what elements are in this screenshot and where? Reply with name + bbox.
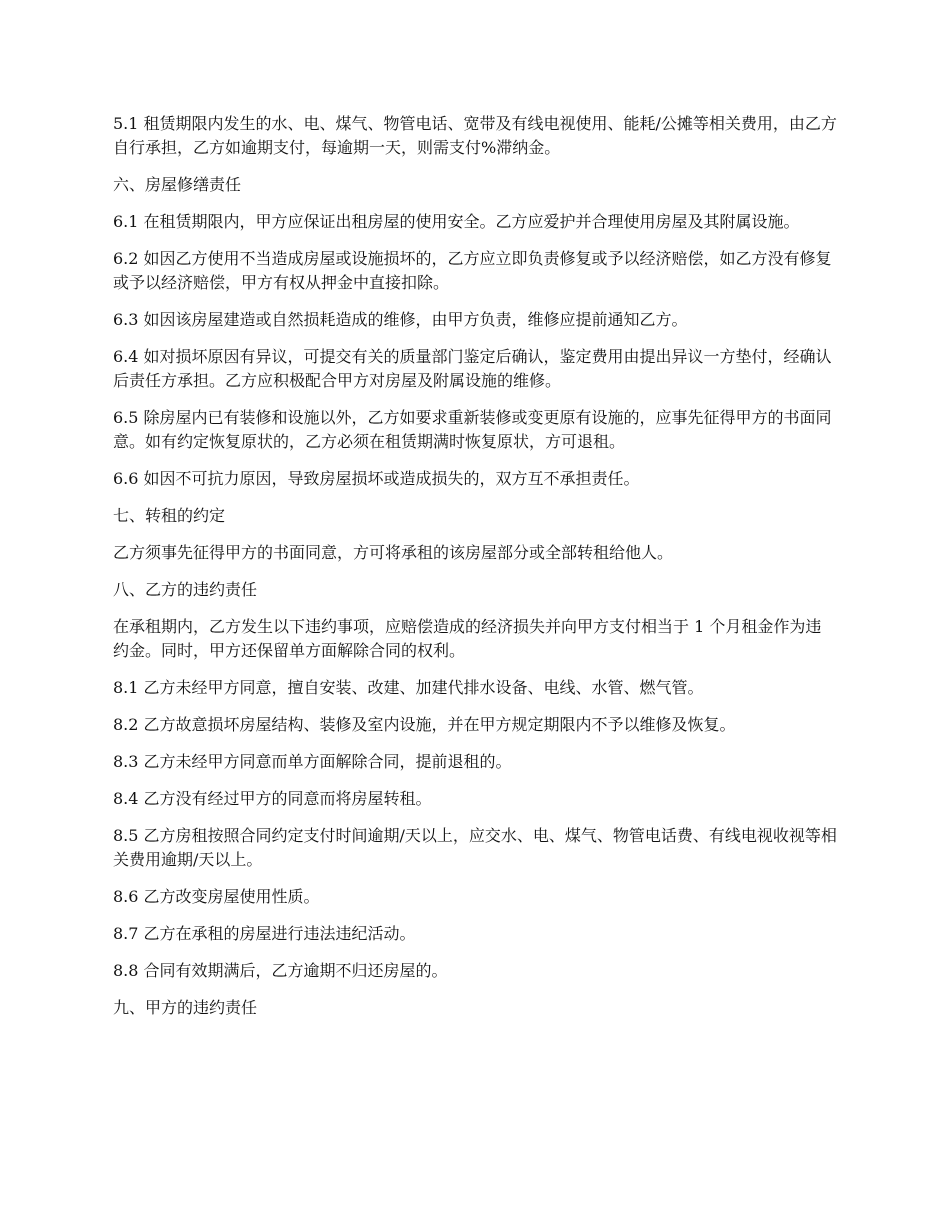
- clause-8-2: 8.2 乙方故意损坏房屋结构、装修及室内设施，并在甲方规定期限内不予以维修及恢复。: [113, 715, 736, 734]
- clause-6-4: 6.4 如对损坏原因有异议，可提交有关的质量部门鉴定后确认，鉴定费用由提出异议一方垫付，经确认后责任方承担。乙方应积极配合甲方对房屋及附属设施的维修。: [113, 347, 832, 390]
- tenant-breach-intro: 在承租期内，乙方发生以下违约事项，应赔偿造成的经济损失并向甲方支付相当于 1 个月租金作为违约金。同时，甲方还保留单方面解除合同的权利。: [113, 617, 822, 660]
- sublease-text: 乙方须事先征得甲方的书面同意，方可将承租的该房屋部分或全部转租给他人。: [113, 543, 674, 562]
- clause-8-6: 8.6 乙方改变房屋使用性质。: [113, 887, 320, 906]
- document-page: [113, 112, 837, 1033]
- section-heading-landlord-breach: 九、甲方的违约责任: [113, 998, 258, 1017]
- clause-5-1: 5.1 租赁期限内发生的水、电、煤气、物管电话、宽带及有线电视使用、能耗/公摊等相关费用，由乙方自行承担，乙方如逾期支付，每逾期一天，则需支付%滞纳金。: [113, 114, 837, 157]
- clause-6-2: 6.2 如因乙方使用不当造成房屋或设施损坏的，乙方应立即负责修复或予以经济赔偿，如乙方没有修复或予以经济赔偿，甲方有权从押金中直接扣除。: [113, 249, 832, 292]
- section-heading-tenant-breach: 八、乙方的违约责任: [113, 580, 258, 599]
- clause-6-5: 6.5 除房屋内已有装修和设施以外，乙方如要求重新装修或变更原有设施的，应事先征得甲方的书面同意。如有约定恢复原状的，乙方必须在租赁期满时恢复原状，方可退租。: [113, 408, 832, 451]
- clause-8-8: 8.8 合同有效期满后，乙方逾期不归还房屋的。: [113, 961, 448, 980]
- section-heading-sublease: 七、转租的约定: [113, 506, 226, 525]
- clause-6-1: 6.1 在租赁期限内，甲方应保证出租房屋的使用安全。乙方应爱护并合理使用房屋及其附属设施。: [113, 212, 800, 231]
- clause-8-4: 8.4 乙方没有经过甲方的同意而将房屋转租。: [113, 789, 432, 808]
- clause-8-3: 8.3 乙方未经甲方同意而单方面解除合同，提前退租的。: [113, 752, 512, 771]
- section-heading-repair: 六、房屋修缮责任: [113, 175, 242, 194]
- clause-8-5: 8.5 乙方房租按照合同约定支付时间逾期/天以上，应交水、电、煤气、物管电话费、有线电视收视等相关费用逾期/天以上。: [113, 826, 837, 869]
- clause-6-6: 6.6 如因不可抗力原因，导致房屋损坏或造成损失的，双方互不承担责任。: [113, 469, 640, 488]
- clause-8-1: 8.1 乙方未经甲方同意，擅自安装、改建、加建代排水设备、电线、水管、燃气管。: [113, 678, 704, 697]
- clause-8-7: 8.7 乙方在承租的房屋进行违法违纪活动。: [113, 924, 416, 943]
- clause-6-3: 6.3 如因该房屋建造或自然损耗造成的维修，由甲方负责，维修应提前通知乙方。: [113, 310, 688, 329]
